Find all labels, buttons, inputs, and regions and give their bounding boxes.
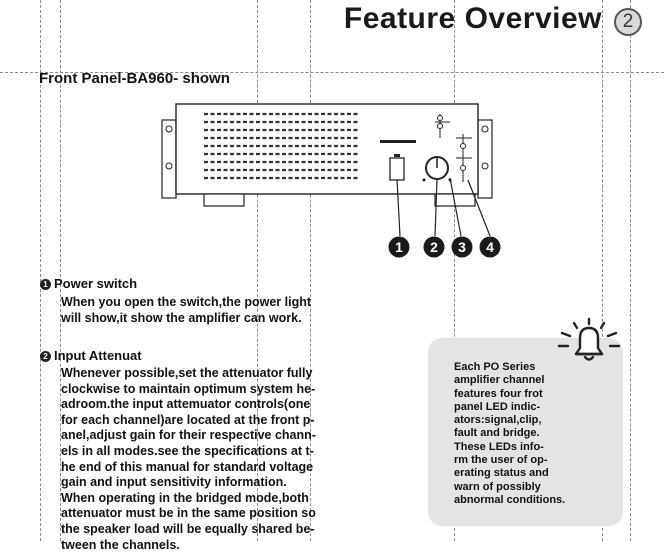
note-line: ators:signal,clip, [454, 414, 542, 427]
callout-1 [389, 237, 410, 258]
warning-bell-icon [554, 316, 624, 364]
svg-text:3: 3 [458, 239, 466, 255]
section-marker-1: 1 [40, 279, 51, 290]
note-line: amplifier channel [454, 374, 545, 387]
text-line: Whenever possible,set the attenuator fully [61, 366, 313, 380]
section-heading-text: Input Attenuat [54, 348, 142, 363]
power-light-icon [394, 154, 400, 157]
text-line: adroom.the input attemuator controls(one [61, 397, 311, 412]
note-line: panel LED indic- [454, 400, 541, 413]
text-line: for each channel)are located at the front p- [61, 412, 315, 427]
note-line: Each PO Series [454, 361, 536, 373]
section-heading-input-attenuat [40, 348, 142, 363]
section-heading-power-switch [40, 276, 137, 291]
callout-4 [480, 237, 501, 258]
foot-left [204, 194, 244, 206]
svg-text:4: 4 [486, 239, 494, 255]
text-line: When operating in the bridged mode,both [61, 490, 309, 505]
chassis [176, 104, 478, 194]
section-body-input-attenuat [61, 366, 316, 553]
text-line: tween the channels. [61, 537, 180, 552]
mount-hole-icon [482, 126, 488, 132]
text-line: clockwise to maintain optimum system he- [61, 381, 316, 396]
note-text [454, 361, 565, 507]
svg-text:2: 2 [430, 239, 438, 255]
text-line: will show,it show the amplifier can work. [61, 310, 302, 325]
text-line: anel,adjust gain for their respective chann- [61, 428, 316, 443]
mount-hole-icon [482, 163, 488, 169]
power-switch-icon [390, 158, 404, 180]
page-number-badge: 2 [614, 8, 642, 36]
note-line: erating status and [454, 467, 549, 480]
note-line: These LEDs info- [454, 440, 544, 453]
text-line: els in all modes.see the specifications at t- [61, 443, 314, 458]
section-body-power-switch [61, 295, 311, 326]
page-title: Feature Overview [343, 2, 602, 35]
text-line: attenuator must be in the same position so [61, 506, 316, 521]
note-line: rm the user of op- [454, 454, 548, 467]
note-line: warn of possibly [454, 480, 541, 493]
mount-hole-icon [166, 163, 172, 169]
section-title: Front Panel-BA960- shown [39, 70, 230, 87]
section-marker-2: 2 [40, 351, 51, 362]
text-line: When you open the switch,the power light [61, 295, 311, 309]
text-line: the speaker load will be equally shared be- [61, 521, 315, 536]
amplifier-front-panel [150, 98, 510, 268]
callout-2 [424, 237, 445, 258]
text-line: gain and input sensitivity information. [61, 475, 287, 490]
note-line: features four frot [454, 387, 543, 400]
guide-line [630, 0, 631, 541]
display-bar [380, 140, 416, 143]
note-line: fault and bridge. [454, 427, 540, 440]
mount-hole-icon [166, 126, 172, 132]
note-line: abnormal conditions. [454, 493, 566, 506]
svg-text:1: 1 [395, 239, 403, 255]
section-heading-text: Power switch [54, 276, 138, 291]
text-line: he end of this manual for standard voltage [61, 459, 314, 474]
callout-3 [452, 237, 473, 258]
